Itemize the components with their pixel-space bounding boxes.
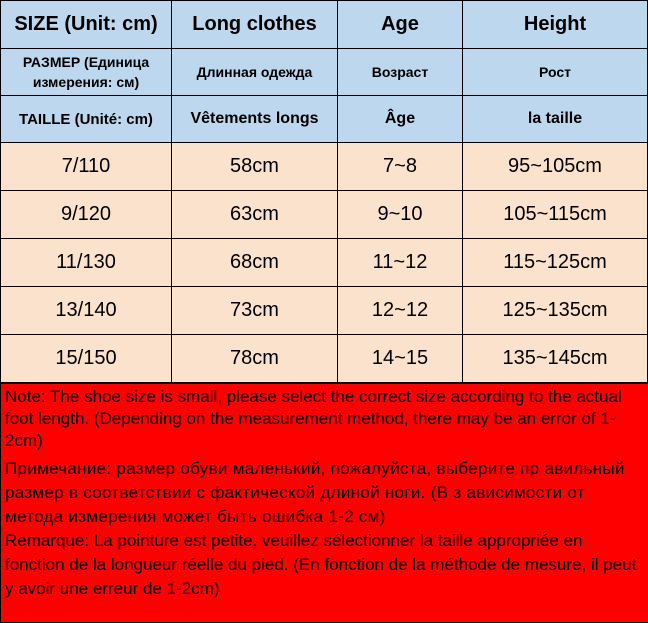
- age-cell: 12~12: [338, 287, 463, 335]
- header-age-fr: Âge: [338, 96, 463, 143]
- height-cell: 105~115cm: [463, 191, 648, 239]
- size-cell: 9/120: [1, 191, 172, 239]
- header-height-ru: Рост: [463, 49, 648, 96]
- age-cell: 14~15: [338, 335, 463, 383]
- header-row-russian: [1, 49, 648, 96]
- header-row-french: [1, 96, 648, 143]
- size-cell: 15/150: [1, 335, 172, 383]
- length-cell: 63cm: [172, 191, 338, 239]
- header-row-english: [1, 1, 648, 49]
- size-cell: 7/110: [1, 143, 172, 191]
- height-cell: 95~105cm: [463, 143, 648, 191]
- size-cell: 11/130: [1, 239, 172, 287]
- header-age-ru: Возраст: [338, 49, 463, 96]
- note-russian: Примечание: размер обуви маленький, пожалуйста, выберите пр авильный размер в соответствии с фактической длиной ноги. (В з ависимости от метода измерения может быть ошибка 1-2 см): [5, 459, 625, 526]
- size-note-box: [0, 383, 648, 623]
- header-long-clothes: Long clothes: [172, 1, 338, 49]
- header-height: Height: [463, 1, 648, 49]
- age-cell: 7~8: [338, 143, 463, 191]
- size-cell: 13/140: [1, 287, 172, 335]
- table-row: [1, 335, 648, 383]
- table-row: [1, 239, 648, 287]
- header-size-fr: TAILLE (Unité: cm): [1, 96, 172, 143]
- header-size-ru: РАЗМЕР (Единица измерения: см): [1, 49, 172, 96]
- table-row: [1, 191, 648, 239]
- table-row: [1, 143, 648, 191]
- height-cell: 115~125cm: [463, 239, 648, 287]
- length-cell: 58cm: [172, 143, 338, 191]
- header-size: SIZE (Unit: cm): [1, 1, 172, 49]
- header-long-clothes-ru: Длинная одежда: [172, 49, 338, 96]
- note-french: Remarque: La pointure est petite, veuillez sélectionner la taille appropriée en fonction de la longueur réelle du pied. (En fonction de la méthode de mesure, il peut y avoir une erreur de 1-2cm): [5, 531, 637, 598]
- header-age: Age: [338, 1, 463, 49]
- length-cell: 68cm: [172, 239, 338, 287]
- height-cell: 135~145cm: [463, 335, 648, 383]
- header-long-clothes-fr: Vêtements longs: [172, 96, 338, 143]
- length-cell: 73cm: [172, 287, 338, 335]
- table-row: [1, 287, 648, 335]
- age-cell: 9~10: [338, 191, 463, 239]
- header-height-fr: la taille: [463, 96, 648, 143]
- height-cell: 125~135cm: [463, 287, 648, 335]
- age-cell: 11~12: [338, 239, 463, 287]
- length-cell: 78cm: [172, 335, 338, 383]
- note-english: Note: The shoe size is small, please select the correct size according to the actual foot length. (Depending on the measurement method, there may be an error of 1-2cm): [5, 387, 622, 450]
